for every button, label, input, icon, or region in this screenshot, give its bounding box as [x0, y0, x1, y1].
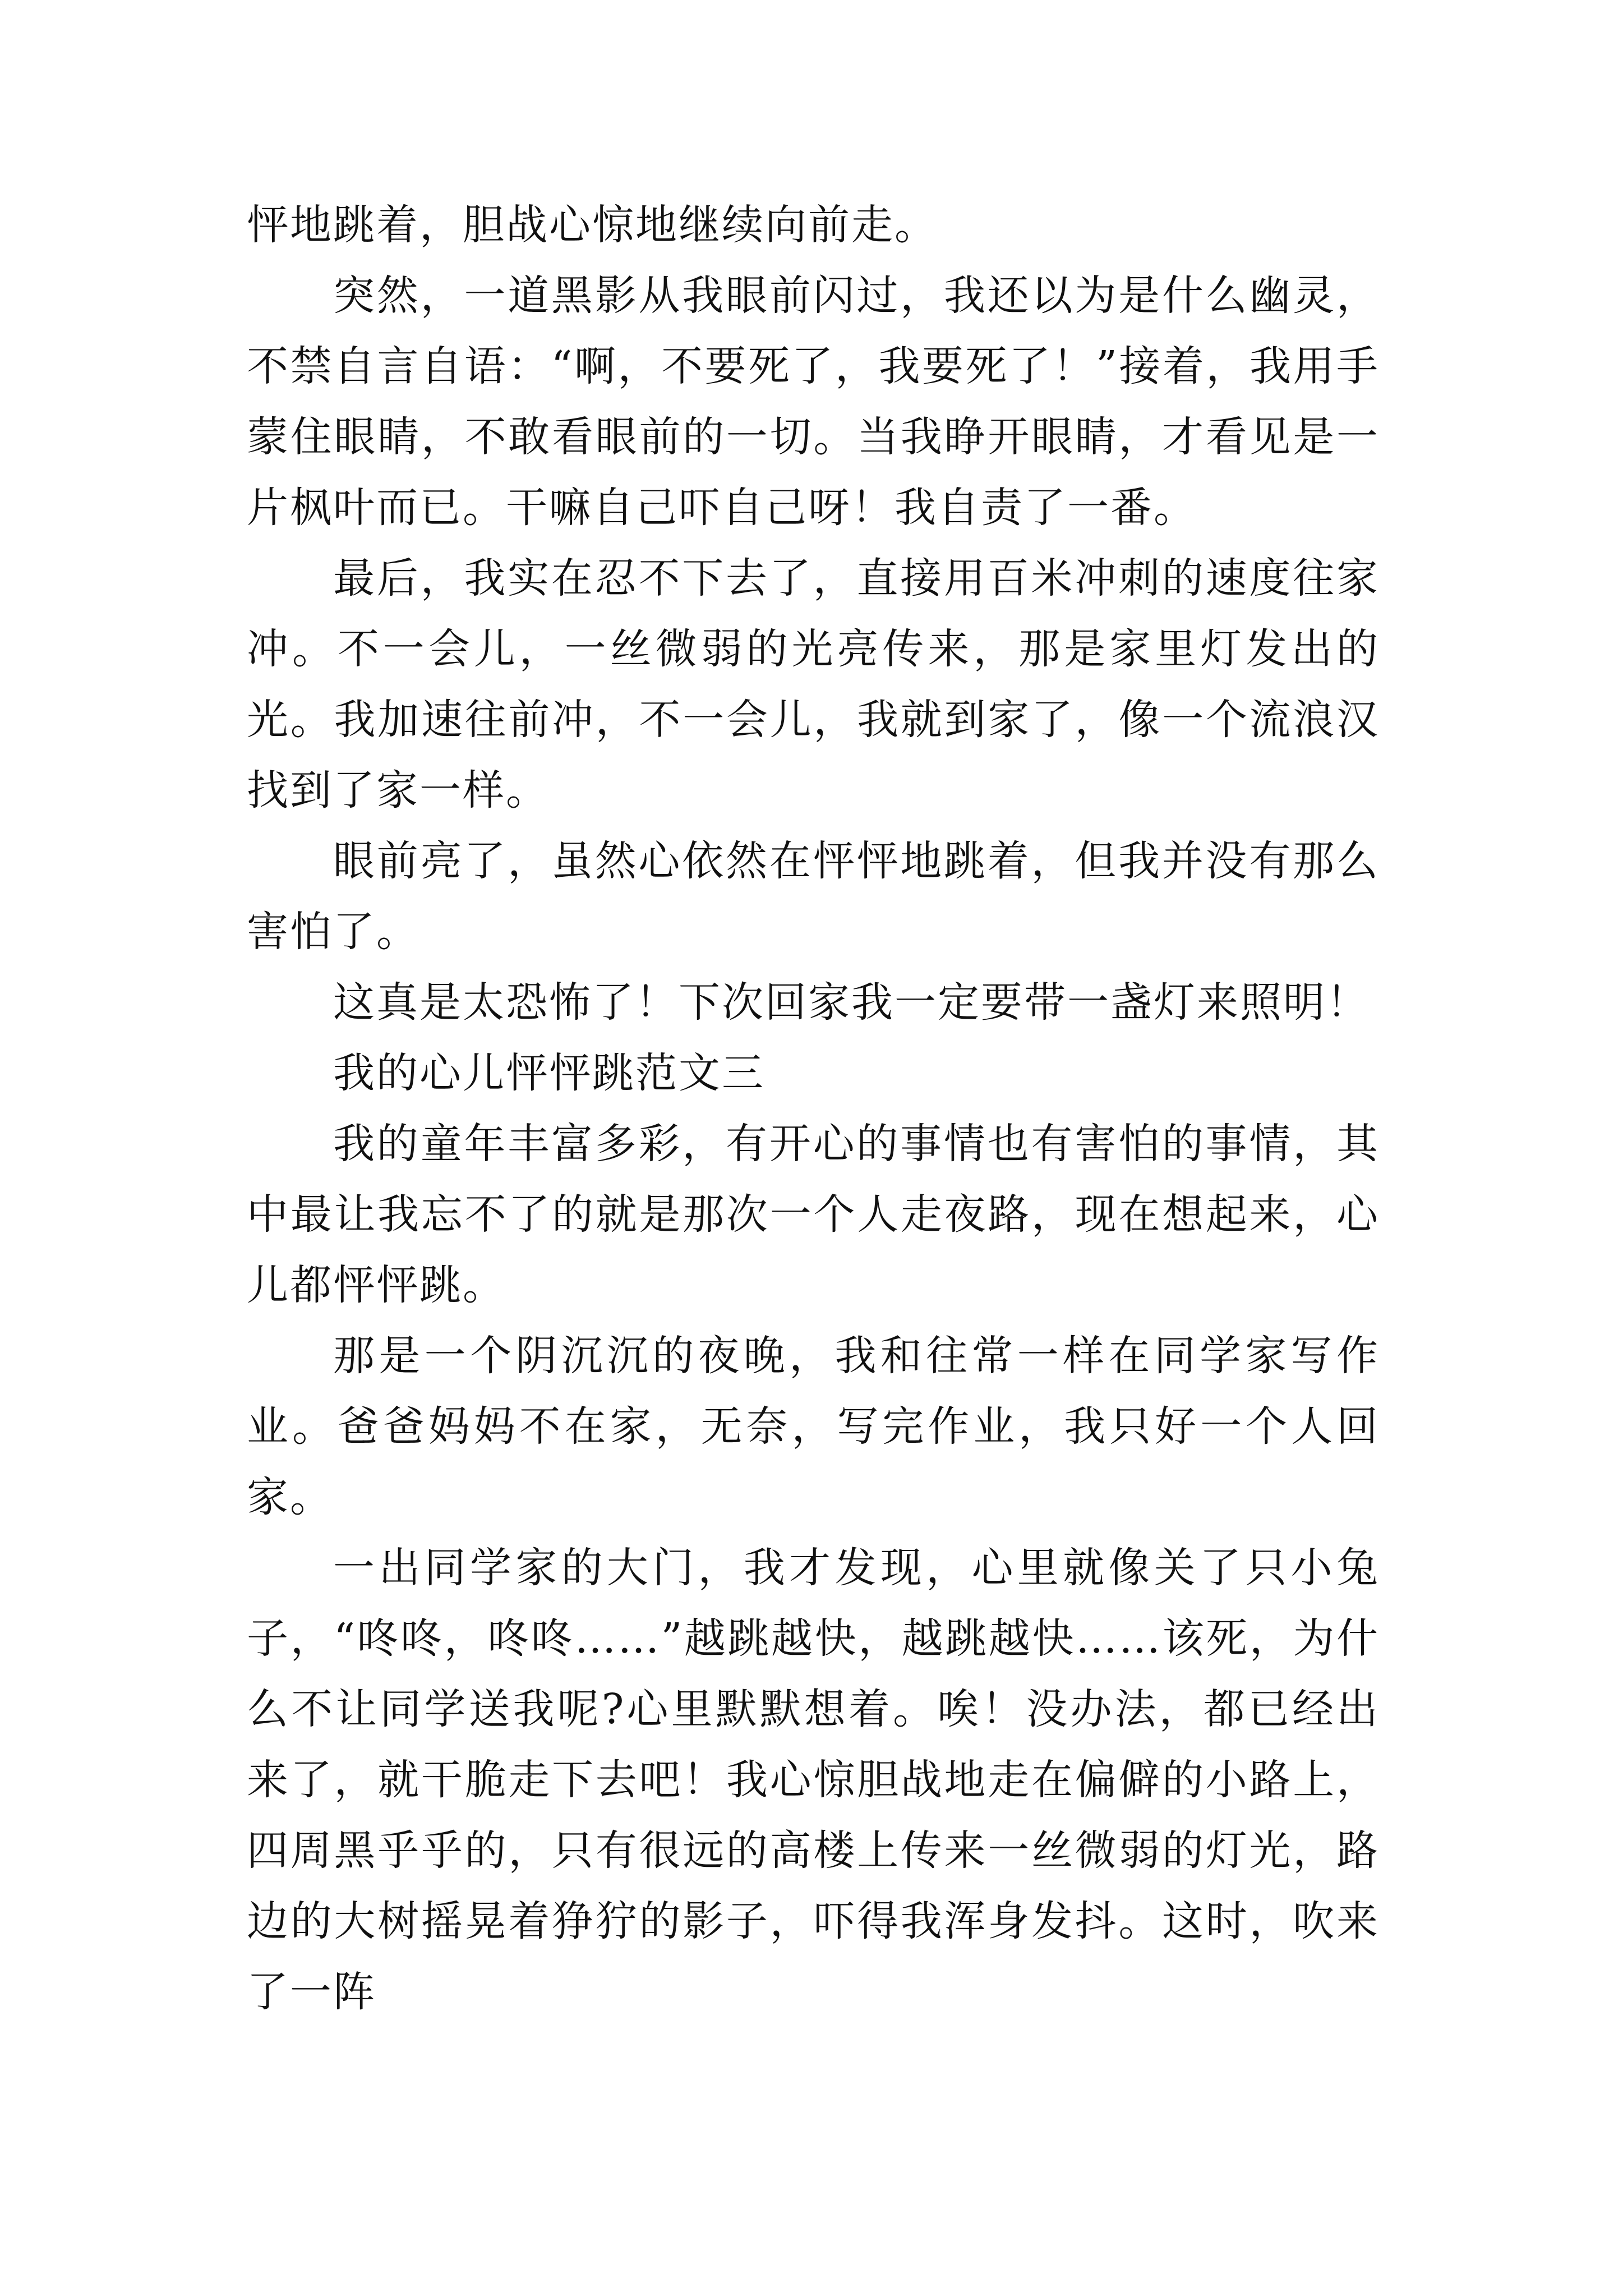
- paragraph: 怦地跳着，胆战心惊地继续向前走。: [247, 201, 938, 249]
- paragraph: 这真是太恐怖了！下次回家我一定要带一盏灯来照明！: [333, 978, 1370, 1027]
- paragraph: 突然，一道黑影从我眼前闪过，我还以为是什么幽灵，不禁自言自语：“啊，不要死了，我要死了！”接着，我用手蒙住眼睛，不敢看眼前的一切。当我睁开眼睛，才看见是一片枫叶而已。干嘛自己吓自己呀！我自责了一番。: [247, 272, 1380, 532]
- section-heading: 我的心儿怦怦跳范文三: [333, 1049, 765, 1097]
- paragraph: 我的童年丰富多彩，有开心的事情也有害怕的事情，其中最让我忘不了的就是那次一个人走夜路，现在想起来，心儿都怦怦跳。: [247, 1120, 1380, 1309]
- document-body: [247, 190, 1380, 2027]
- paragraph: 眼前亮了，虽然心依然在怦怦地跳着，但我并没有那么害怕了。: [247, 837, 1380, 956]
- paragraph: 一出同学家的大门，我才发现，心里就像关了只小兔子，“咚咚，咚咚……”越跳越快，越跳越快……该死，为什么不让同学送我呢?心里默默想着。唉！没办法，都已经出来了，就干脆走下去吧！我心惊胆战地走在偏僻的小路上，四周黑乎乎的，只有很远的高楼上传来一丝微弱的灯光，路边的大树摇晃着狰狞的影子，吓得我浑身发抖。这时，吹来了一阵: [247, 1544, 1380, 2016]
- paragraph: 最后，我实在忍不下去了，直接用百米冲刺的速度往家冲。不一会儿，一丝微弱的光亮传来，那是家里灯发出的光。我加速往前冲，不一会儿，我就到家了，像一个流浪汉找到了家一样。: [247, 554, 1380, 815]
- paragraph: 那是一个阴沉沉的夜晚，我和往常一样在同学家写作业。爸爸妈妈不在家，无奈，写完作业，我只好一个人回家。: [247, 1332, 1380, 1521]
